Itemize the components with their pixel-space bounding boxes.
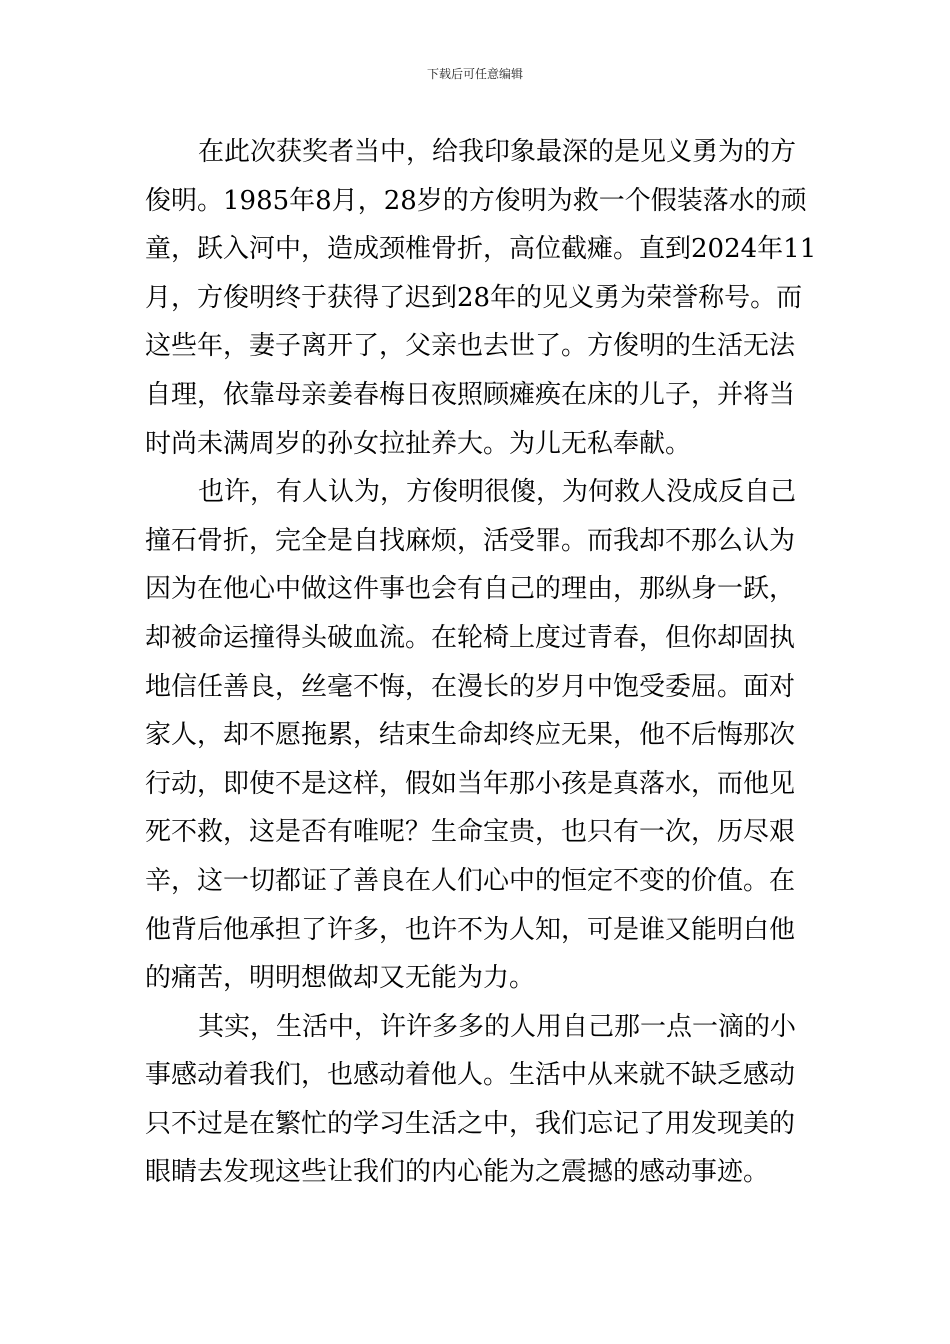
- text-line: 辛，这一切都证了善良在人们心中的恒定不变的价值。在: [145, 865, 796, 896]
- text-line: 时尚未满周岁的孙女拉扯养大。为儿无私奉献。: [145, 428, 692, 459]
- text-line: 童，跃入河中，造成颈椎骨折，高位截瘫。直到2024年11: [145, 234, 817, 265]
- paragraph-3: [145, 1003, 810, 1197]
- paragraph-1: [145, 128, 817, 468]
- text-line: 在此次获奖者当中，给我印象最深的是见义勇为的方: [198, 137, 797, 167]
- text-line: 家人，却不愿拖累，结束生命却终应无果，他不后悔那次: [145, 720, 796, 751]
- text-line: 也许，有人认为，方俊明很傻，为何救人没成反自己: [198, 477, 797, 508]
- text-line: 事感动着我们，也感动着他人。生活中从来就不缺乏感动: [145, 1060, 796, 1091]
- document-body: [145, 128, 817, 1197]
- text-line: 俊明。1985年8月，28岁的方俊明为救一个假装落水的顽: [145, 185, 807, 216]
- text-line: 眼睛去发现这些让我们的内心能为之震撼的感动事迹。: [145, 1157, 770, 1188]
- paragraph-2: [145, 468, 810, 1003]
- text-line: 撞石骨折，完全是自找麻烦，活受罪。而我却不那么认为: [145, 525, 796, 556]
- text-line: 因为在他心中做这件事也会有自己的理由，那纵身一跃，: [145, 574, 796, 605]
- text-line: 行动，即使不是这样，假如当年那小孩是真落水，而他见: [145, 768, 796, 799]
- text-line: 他背后他承担了许多，也许不为人知，可是谁又能明白他: [145, 914, 796, 945]
- text-line: 这些年，妻子离开了，父亲也去世了。方俊明的生活无法: [145, 331, 796, 362]
- text-line: 月，方俊明终于获得了迟到28年的见义勇为荣誉称号。而: [145, 282, 803, 313]
- text-line: 地信任善良，丝毫不悔，在漫长的岁月中饱受委屈。面对: [145, 671, 796, 702]
- text-line: 自理，依靠母亲姜春梅日夜照顾瘫痪在床的儿子，并将当: [145, 379, 796, 410]
- text-line: 的痛苦，明明想做却又无能为力。: [145, 963, 536, 994]
- page-header-note: 下载后可任意编辑: [426, 67, 523, 81]
- text-line: 死不救，这是否有唯呢？生命宝贵，也只有一次，历尽艰: [145, 817, 796, 848]
- text-line: 其实，生活中，许许多多的人用自己那一点一滴的小: [198, 1011, 797, 1042]
- text-line: 却被命运撞得头破血流。在轮椅上度过青春，但你却固执: [145, 622, 796, 653]
- text-line: 只不过是在繁忙的学习生活之中，我们忘记了用发现美的: [145, 1108, 796, 1139]
